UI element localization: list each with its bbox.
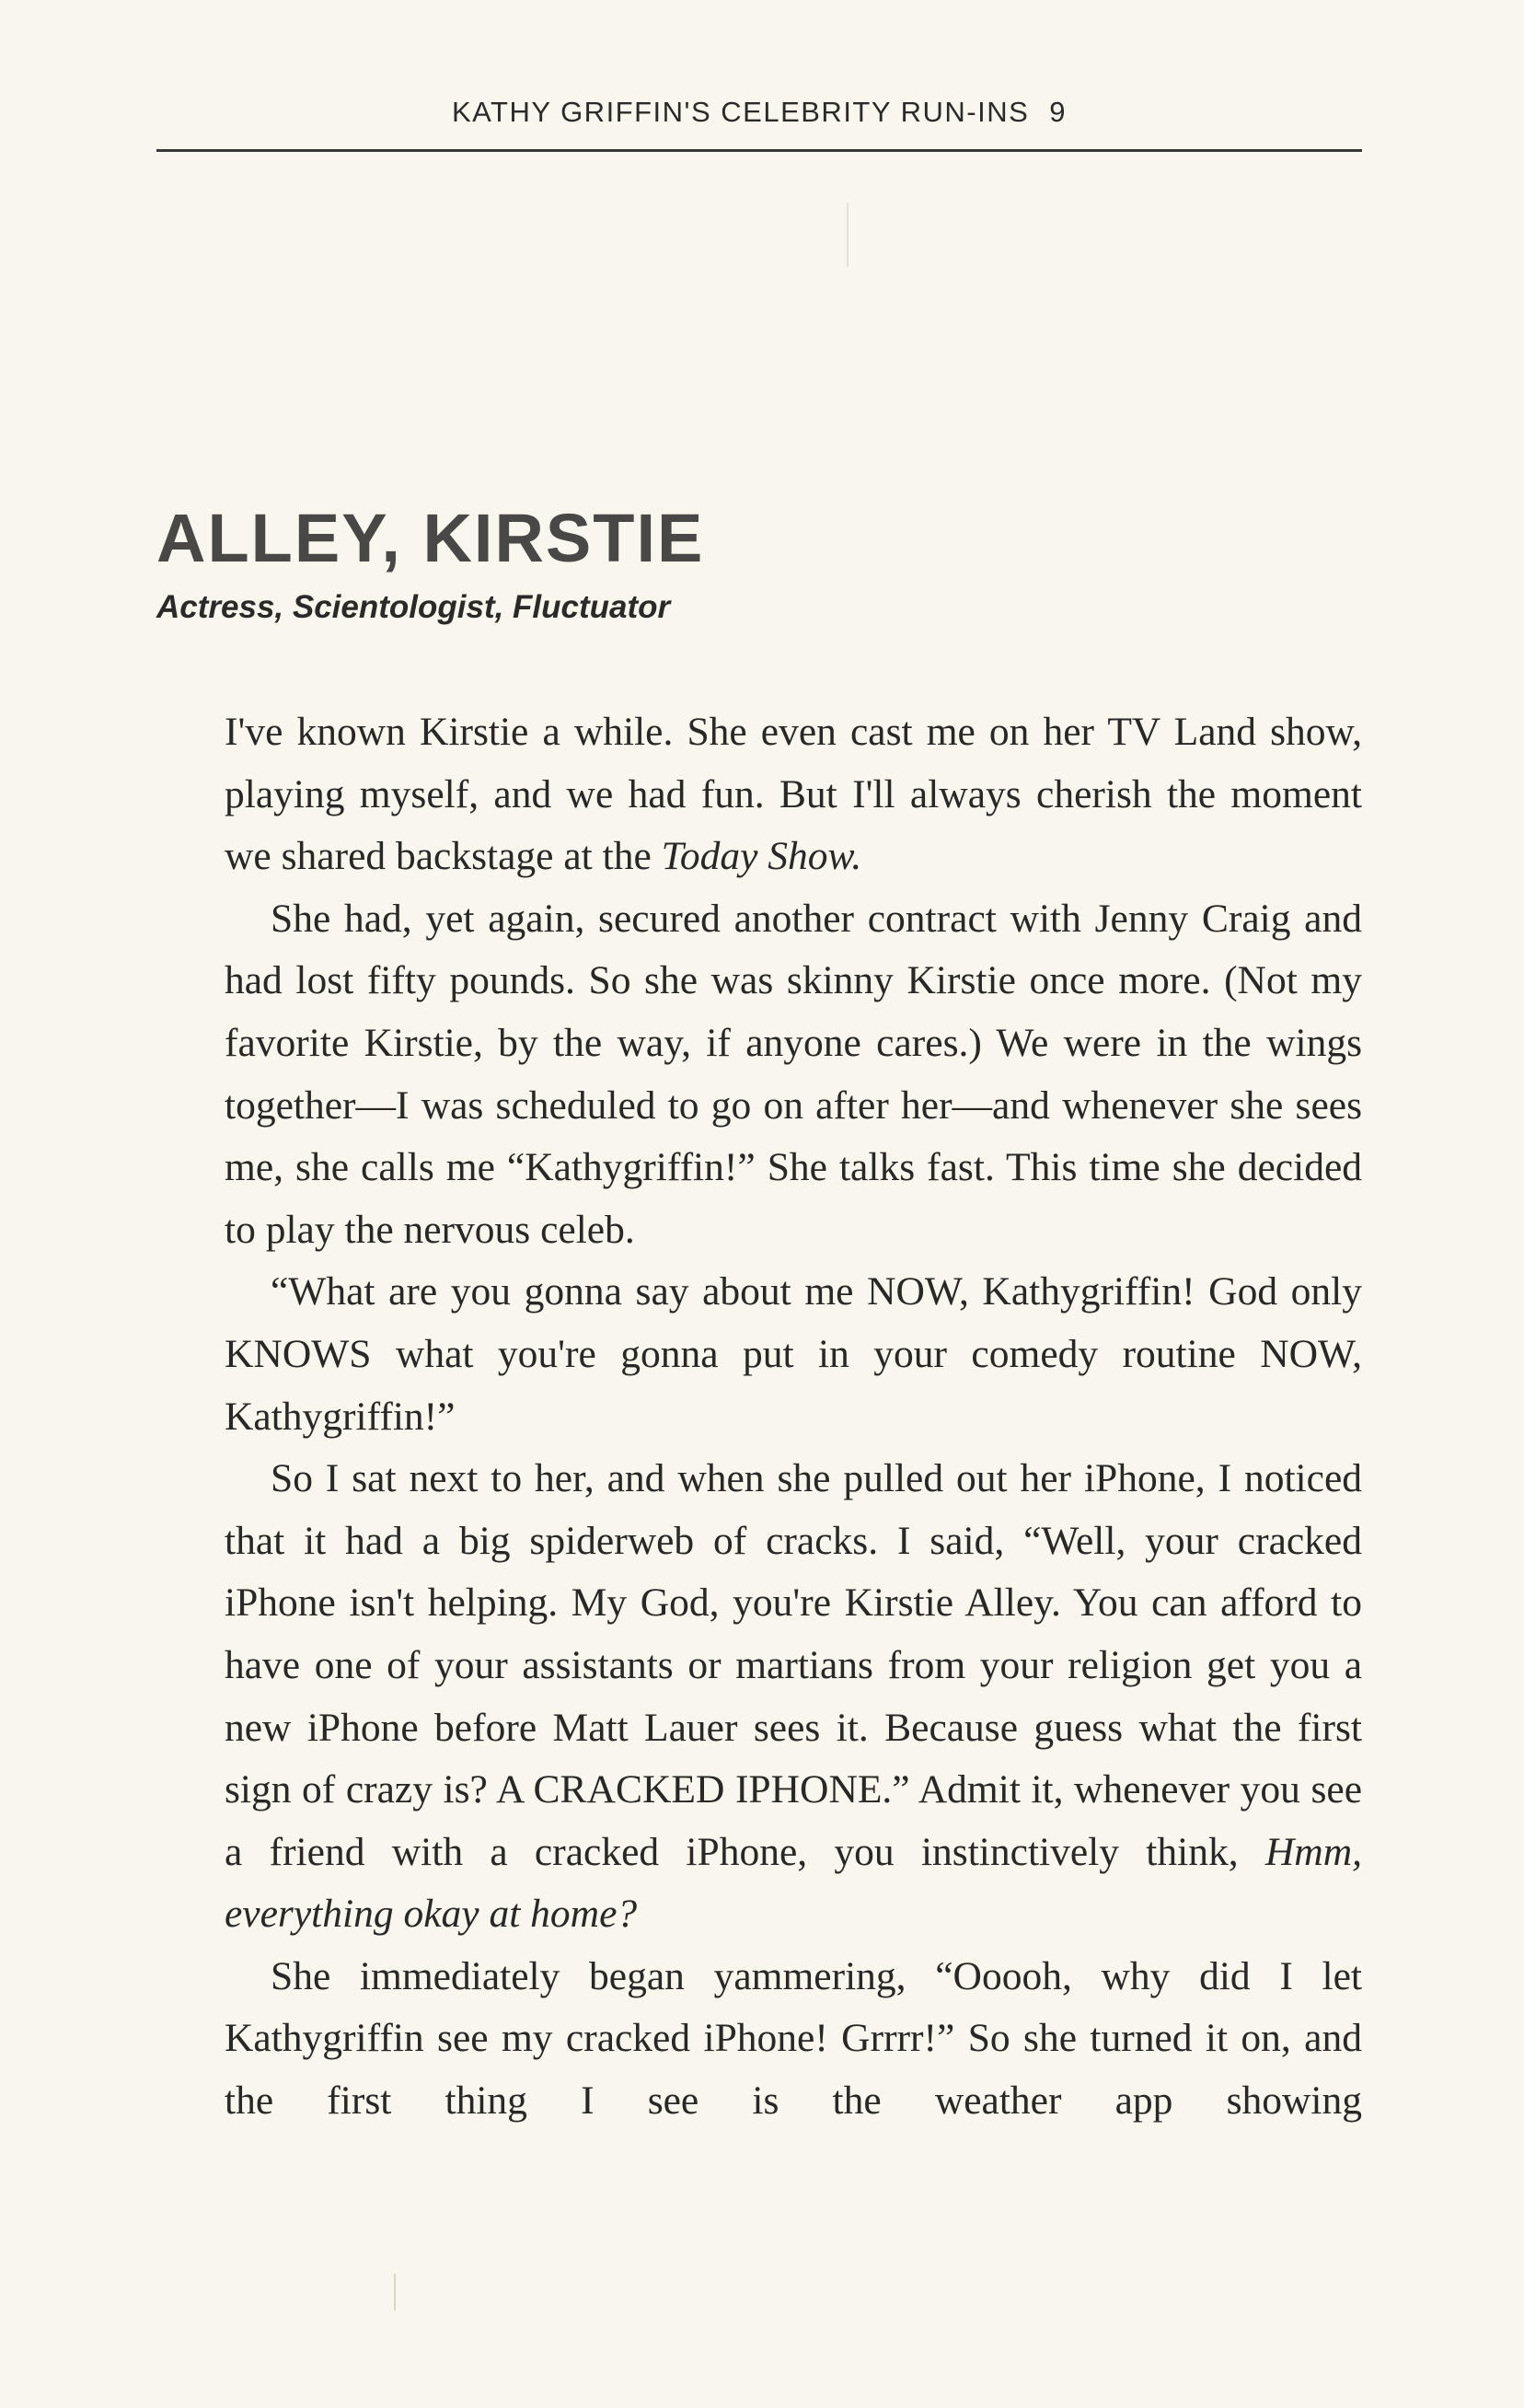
text-run: “What are you gonna say about me NOW, Kathygriffin! God only KNOWS what you're gonna put in your comedy routine NOW, Kathygriffin!”	[225, 1269, 1362, 1439]
paragraph	[225, 888, 1362, 1262]
body-text	[225, 701, 1362, 2133]
entry-title: ALLEY, KIRSTIE	[156, 500, 705, 576]
text-run: She had, yet again, secured another contract with Jenny Craig and had lost fifty pounds. So she was skinny Kirstie once more. (Not my favorite Kirstie, by the way, if anyone cares.) We were in the wings together—I was scheduled to go on after her—and whenever she sees me, she calls me “Kathygriffin!” She talks fast. This time she decided to play the nervous celeb.	[225, 896, 1362, 1252]
paragraph	[225, 1261, 1362, 1448]
text-run: So I sat next to her, and when she pulled out her iPhone, I noticed that it had a big spiderweb of cracks. I said, “Well, your cracked iPhone isn't helping. My God, you're Kirstie Alley. You can afford to have one of your assistants or martians from your religion get you a new iPhone before Matt Lauer sees it. Because guess what the first sign of crazy is? A CRACKED IPHONE.” Admit it, whenever you see a friend with a cracked iPhone, you instinctively think,	[225, 1456, 1362, 1874]
scan-mark	[847, 203, 849, 267]
paragraph	[225, 1946, 1362, 2133]
paragraph	[225, 701, 1362, 888]
text-run: She immediately began yammering, “Ooooh, why did I let Kathygriffin see my cracked iPhone! Grrrr!” So she turned it on, and the first thing I see is the weather app showing	[225, 1953, 1362, 2124]
text-run-italic: Today Show.	[661, 834, 862, 879]
running-head	[156, 92, 1362, 152]
scan-mark	[394, 2274, 396, 2310]
text-run-italic: Hmm, everything okay at home?	[225, 1829, 1362, 1937]
entry-subtitle: Actress, Scientologist, Fluctuator	[156, 589, 671, 625]
page-number: 9	[1049, 96, 1068, 128]
running-title: KATHY GRIFFIN'S CELEBRITY RUN-INS	[451, 96, 1030, 128]
text-run: I've known Kirstie a while. She even cast me on her TV Land show, playing myself, and we had fun. But I'll always cherish the moment we shared backstage at the	[225, 710, 1362, 879]
paragraph	[225, 1448, 1362, 1946]
